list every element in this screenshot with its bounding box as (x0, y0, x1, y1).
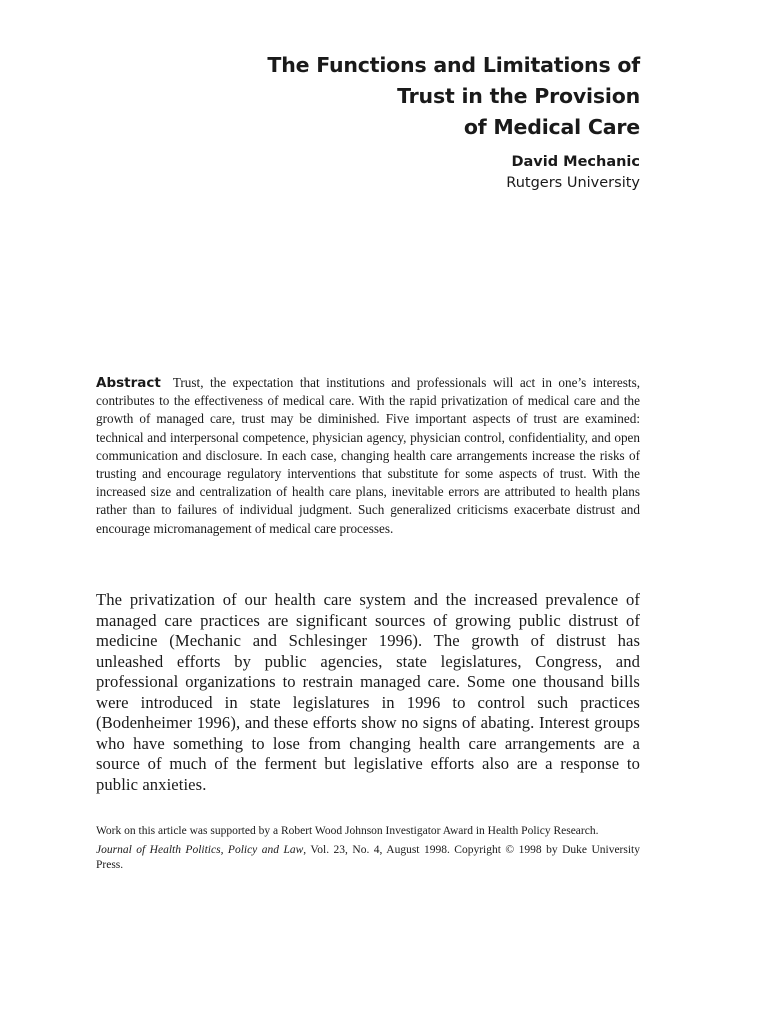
abstract-text: Trust, the expectation that institutions and professionals will act in one’s interests, contributes to the effectiveness of medical care. With the rapid privatization of medical care and the growth of managed care, trust may be diminished. Five important aspects of trust are examined: technical and interpersonal competence, physician agency, physician control, confidentiality, and open communication and disclosure. In each case, changing health care arrangements increase the risks of trusting and encourage regulatory interventions that substitute for some aspects of trust. With the increased size and centralization of health care plans, inevitable errors are attributed to health plans rather than to failures of individual judgment. Such generalized criticisms exacerbate distrust and encourage micromanagement of medical care processes. (96, 375, 640, 536)
author-name: David Mechanic (511, 154, 640, 170)
author-affiliation: Rutgers University (506, 175, 640, 191)
body-paragraph: The privatization of our health care system and the increased prevalence of managed care practices are significant sources of growing public distrust of medicine (Mechanic and Schlesinger 1996). The growth of distrust has unleashed efforts by public agencies, state legislatures, Congress, and professional organizations to restrain managed care. Some one thousand bills were introduced in state legislatures in 1996 to control such practices (Bodenheimer 1996), and these efforts show no signs of abating. Interest groups who have something to lose from changing health care arrangements are a source of much of the ferment but legislative efforts also are a response to public anxieties. (96, 590, 640, 794)
citation-details: , Vol. 23, No. 4, August 1998. Copyright © 1998 by Duke University Press. (96, 844, 640, 872)
article-title-line-1: The Functions and Limitations of (267, 53, 640, 77)
journal-name: Journal of Health Politics, Policy and Law (96, 844, 304, 857)
footnote-support: Work on this article was supported by a Robert Wood Johnson Investigator Award in Health Policy Research. (96, 825, 599, 837)
abstract-label: Abstract (96, 375, 161, 391)
article-title-line-3: of Medical Care (463, 115, 640, 139)
article-header (267, 50, 640, 193)
footnotes (96, 824, 640, 878)
article-page (96, 0, 640, 1024)
footnote-citation (96, 843, 640, 873)
article-title-line-2: Trust in the Provision (397, 84, 640, 108)
abstract (96, 374, 640, 538)
